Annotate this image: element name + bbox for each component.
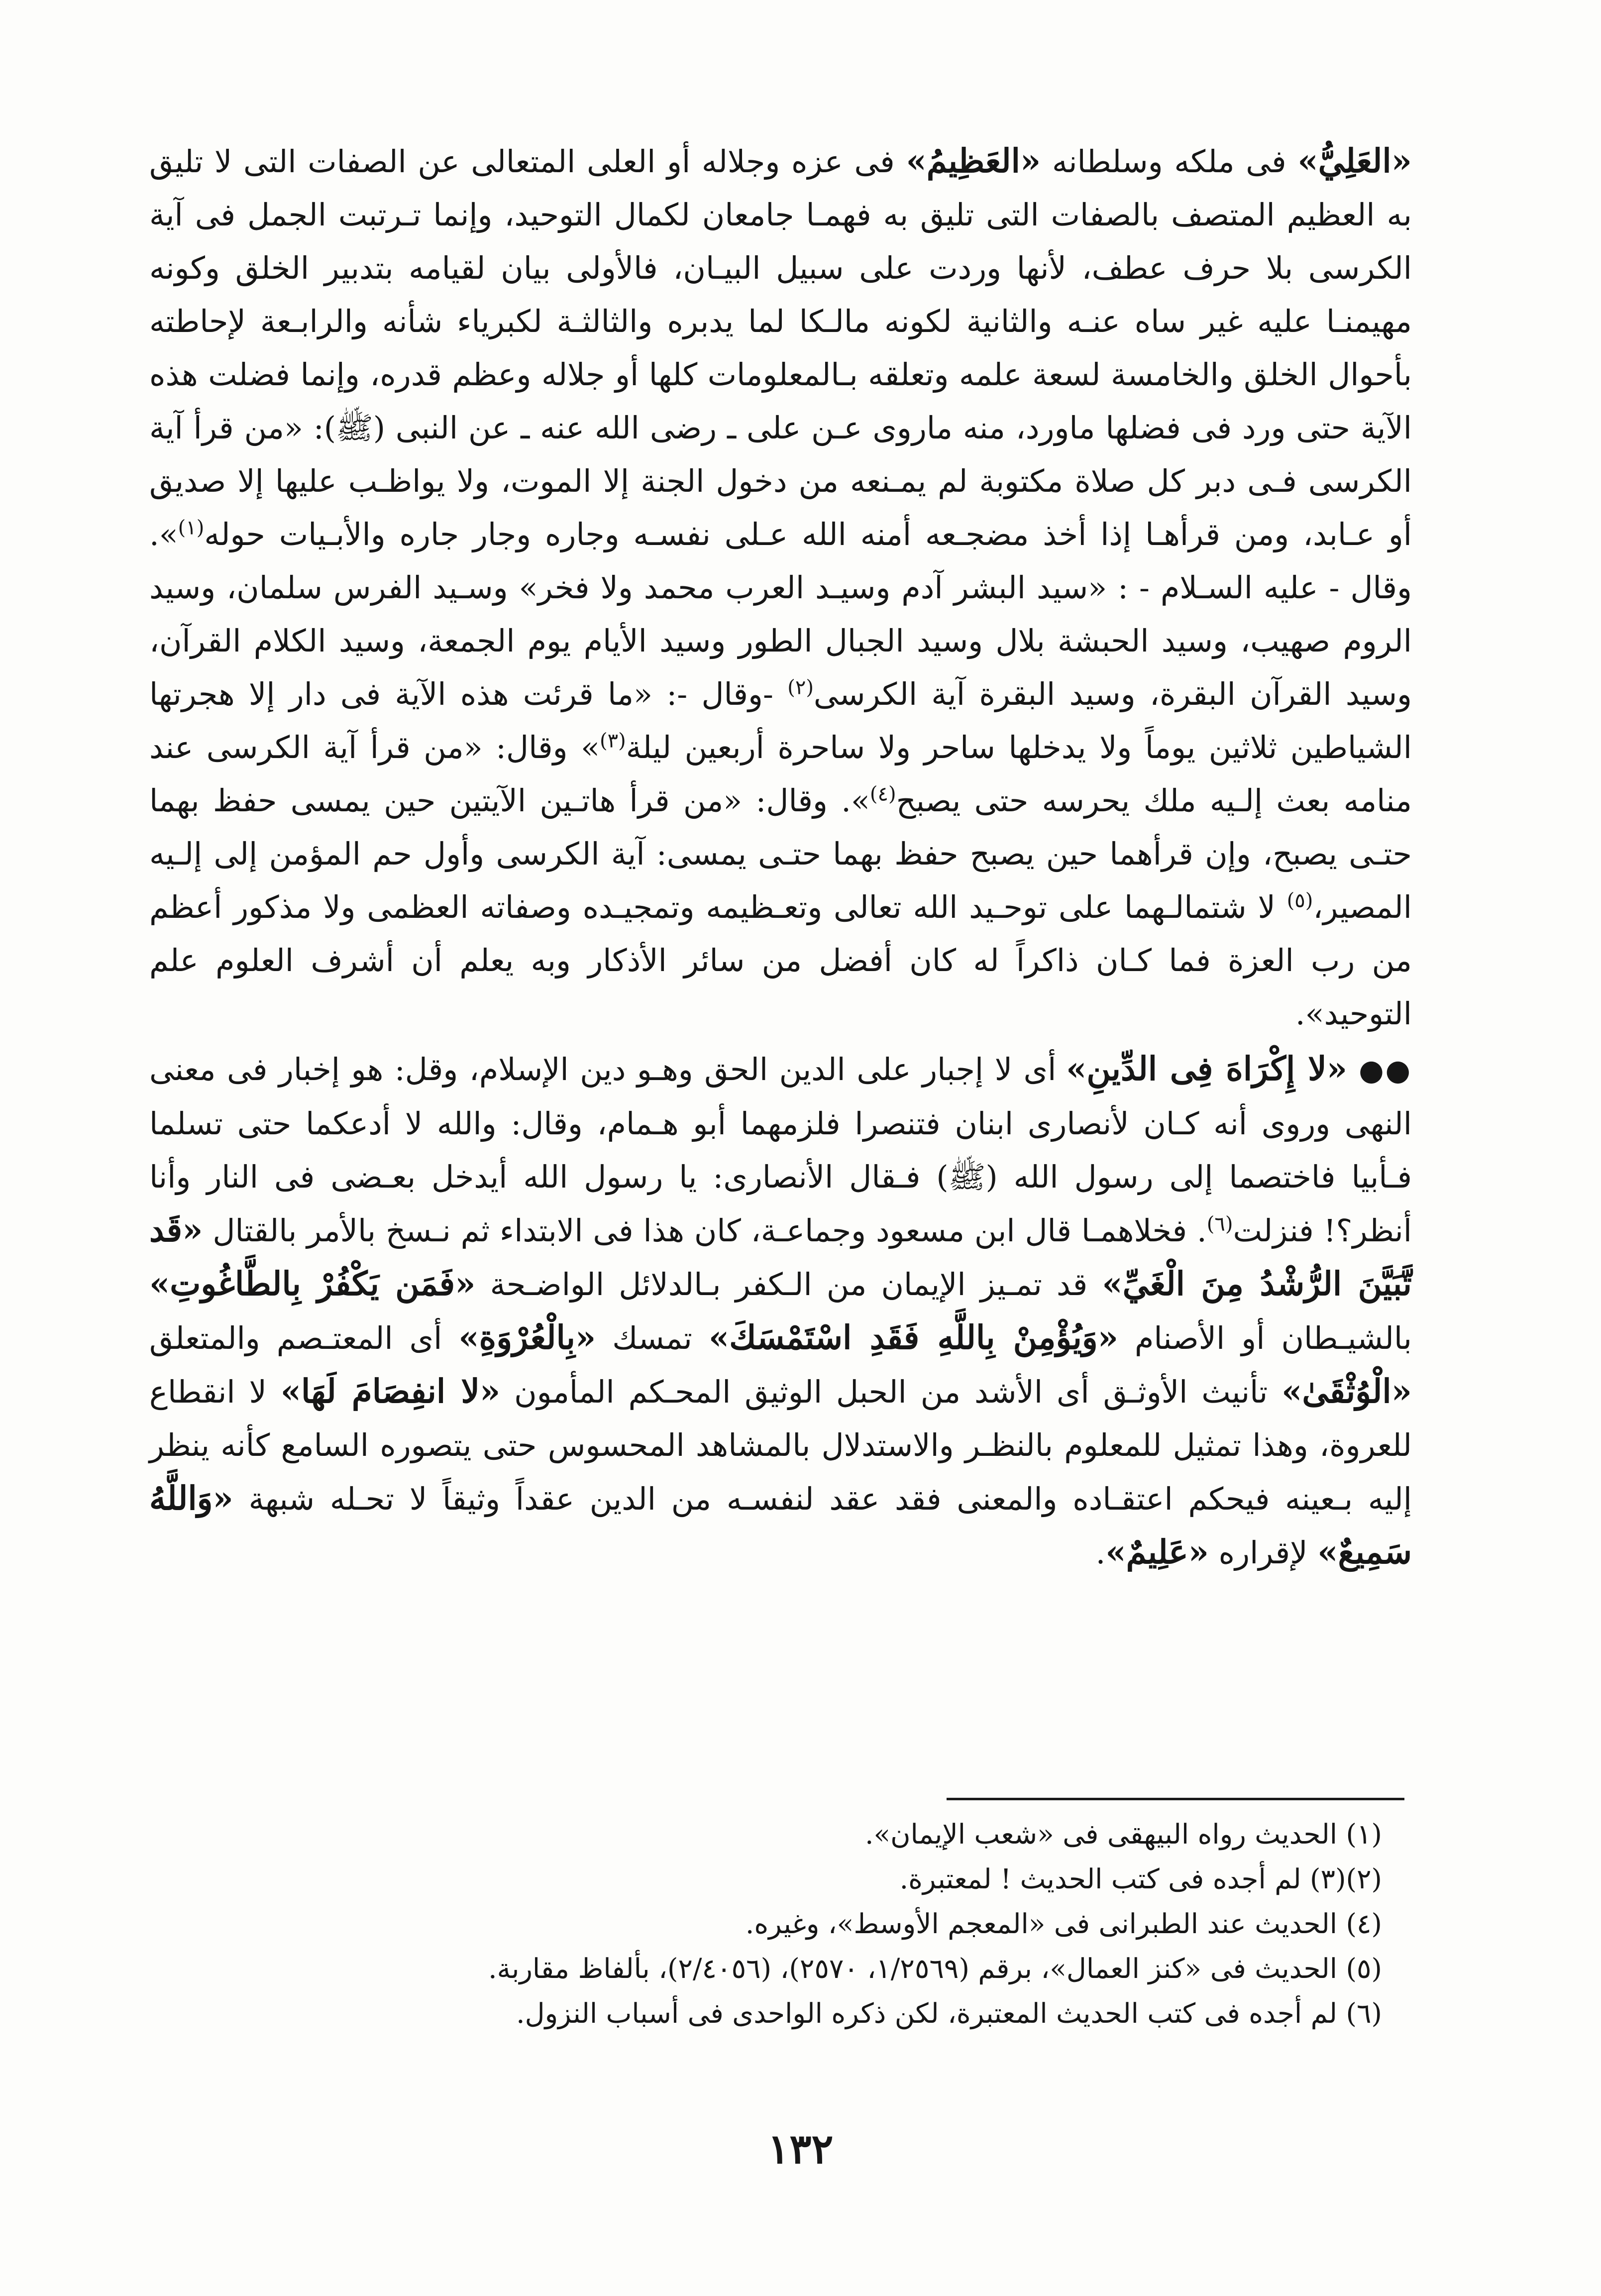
footnote-divider [947,1798,1404,1800]
text-run: فى ملكه وسلطانه [1041,143,1298,180]
footnote-marker: (١) [178,516,205,540]
quran-phrase: «لا إِكْرَاهَ فِى الدِّينِ» [1066,1049,1348,1088]
text-run: فى عزه وجلاله أو العلى المتعالى عن الصفات التى لا تليق به العظيم المتصف بالصفات التى تليق به فهمـا جامعان لكمال التوحيد، وإنما تـرتبت الجمل فى آية الكرسى بلا حرف عطف، لأنها وردت على سبيل البيـان، فالأولى بيان لقيامه بتدبير الخلق وكونه مهيمنـا عليه غير ساه عنـه والثانية لكونه مالـكا لما يدبره والثالثـة لكبرياء شأنه والرابـعة لإحاطته بأحوال الخلق والخامسة لسعة علمه وتعلقه بـالمعلومات كلها أو جلاله وعظم قدره، وإنما فضلت هذه الآية حتى ورد فى فضلها ماورد، منه ماروى عـن على ـ رضى الله عنه ـ عن النبى (ﷺ): «من قرأ آية الكرسى فـى دبر كل صلاة مكتوبة لم يمـنعه من دخول الجنة إلا الموت، ولا يواظـب عليها إلا صديق أو عـابد، ومن قرأهـا إذا أخذ مضجـعه أمنه الله عـلى نفسـه وجاره وجار جاره والأبـيات حوله [149,143,1412,552]
text-run: . فخلاهمـا قال ابن مسعود وجماعـة، كان هذا فى الابتداء ثم نـسخ بالأمر بالقتال [203,1212,1207,1249]
text-run: بالشيـطان أو الأصنام [1118,1320,1412,1356]
footnote-marker: (٦) [1206,1212,1233,1236]
text-run: » وقال: «من قرأ آية الكرسى عند منامه بعث إلـيه ملك يحرسه حتى يصبح [149,729,1412,819]
text-run: تمسك [596,1320,709,1356]
footnote-6: (٦) لم أجده فى كتب الحديث المعتبرة، لكن ذكره الواحدى فى أسباب النزول. [516,1997,1382,2029]
footnote-2-3: (٢)(٣) لم أجده فى كتب الحديث ! لمعتبرة. [899,1863,1382,1895]
quran-phrase: «وَيُؤْمِنْ بِاللَّهِ فَقَدِ اسْتَمْسَكَ» [708,1318,1118,1357]
text-run: . [1095,1534,1106,1571]
footnote-1: (١) الحديث رواه البيهقى فى «شعب الإيمان». [864,1818,1382,1850]
footnotes [398,1812,1382,2036]
text-run: تأنيث الأوثـق أى الأشد من الحبل الوثيق المحـكم المأمون [500,1374,1282,1410]
quran-phrase: «بِالْعُرْوَةِ» [458,1318,596,1357]
quran-phrase: «عَلِيمٌ» [1105,1532,1209,1571]
footnote-marker: (٣) [600,729,626,753]
text-run: -وقال -: «ما قرئت هذه الآية فى دار إلا هجرتها الشياطين ثلاثين يوماً ولا يدخلها ساحر ولا ساحرة أربعين ليلة [149,676,1412,765]
footnote-marker: (٥) [1286,889,1313,912]
body-text [149,134,1412,1579]
text-run: أى لا إجبار على الدين الحق وهـو دين الإسلام، وقل: هو إخبار فى معنى النهى وروى أنه كـان لأنصارى ابنان فتنصرا فلزمهما أبو هـمام، وقال: والله لا أدعكما حتى تسلما فـأبيا فاختصما إلى رسول الله (ﷺ) فـقال الأنصارى: يا رسول الله أيدخل بعـضى فى النار وأنا أنظر؟! فنزلت [149,1051,1412,1249]
page-number: ١٣٢ [767,2125,834,2173]
quran-phrase: «الْوُثْقَىٰ» [1281,1372,1412,1411]
quran-phrase: «العَلِيُّ» [1297,141,1412,180]
quran-phrase: «العَظِيمُ» [906,141,1041,180]
text-run: قد تمـيز الإيمان من الـكفر بـالدلائل الواضـحة [475,1266,1102,1303]
paragraph-2 [149,1042,1412,1579]
text-run: أى المعتـصم والمتعلق [149,1320,459,1356]
quran-phrase: «فَمَن يَكْفُرْ بِالطَّاغُوتِ» [149,1264,476,1303]
footnote-5: (٥) الحديث فى «كنز العمال»، برقم (١/٢٥٦٩، ٢٥٧٠)، (٢/٤٠٥٦)، بألفاظ مقاربة. [488,1953,1382,1984]
text-run: لا انقطاع للعروة، وهذا تمثيل للمعلوم بالنظـر والاستدلال بالمشاهد المحسوس حتى يتصوره السامع كأنه ينظر إليه بـعينه فيحكم اعتقـاده والمعنى فقد عقد لنفسـه من الدين عقداً وثيقاً لا تحـله شبهة [149,1374,1412,1517]
text-run: لا شتمالـهما على توحـيد الله تعالى وتعـظيمه وتمجيـده وصفاته العظمى ولا مذكور أعظم من رب العزة فما كـان ذاكراً له كان أفضل من سائر الأذكار وبه يعلم أن أشرف العلوم علم التوحيد». [149,889,1412,1032]
section-marker: ●● [1347,1053,1412,1087]
footnote-marker: (٢) [787,676,814,699]
text-run: ». وقال: «من قرأ هاتـين الآيتين حين يمسى حفظ بهما حتـى يصبح، وإن قرأهما حين يصبح حفظ بهما حتـى يمسى: آية الكرسى وأول حم المؤمن إلى إلـيه المصير، [149,782,1412,925]
footnote-marker: (٤) [869,782,896,806]
text-run: ». وقال - عليه السـلام - : «سيد البشر آدم وسيـد العرب محمد ولا فخر» وسـيد الفرس سلمان، وسيد الروم صهيب، وسيد الحبشة بلال وسيد الجبال الطور وسيد الأيام يوم الجمعة، وسيد الكلام القرآن، وسيد القرآن البقرة، وسيد البقرة آية الكرسى [149,516,1412,712]
quran-phrase: «وَاللَّهُ سَمِيعٌ» [149,1479,1412,1571]
paragraph-1 [149,134,1412,1040]
quran-phrase: «قَد تَّبَيَّنَ الرُّشْدُ مِنَ الْغَيِّ» [149,1210,1412,1303]
quran-phrase: «لا انفِصَامَ لَهَا» [280,1372,501,1411]
text-run: لإقراره [1208,1534,1318,1571]
footnote-4: (٤) الحديث عند الطبرانى فى «المعجم الأوسط»، وغيره. [745,1908,1382,1940]
